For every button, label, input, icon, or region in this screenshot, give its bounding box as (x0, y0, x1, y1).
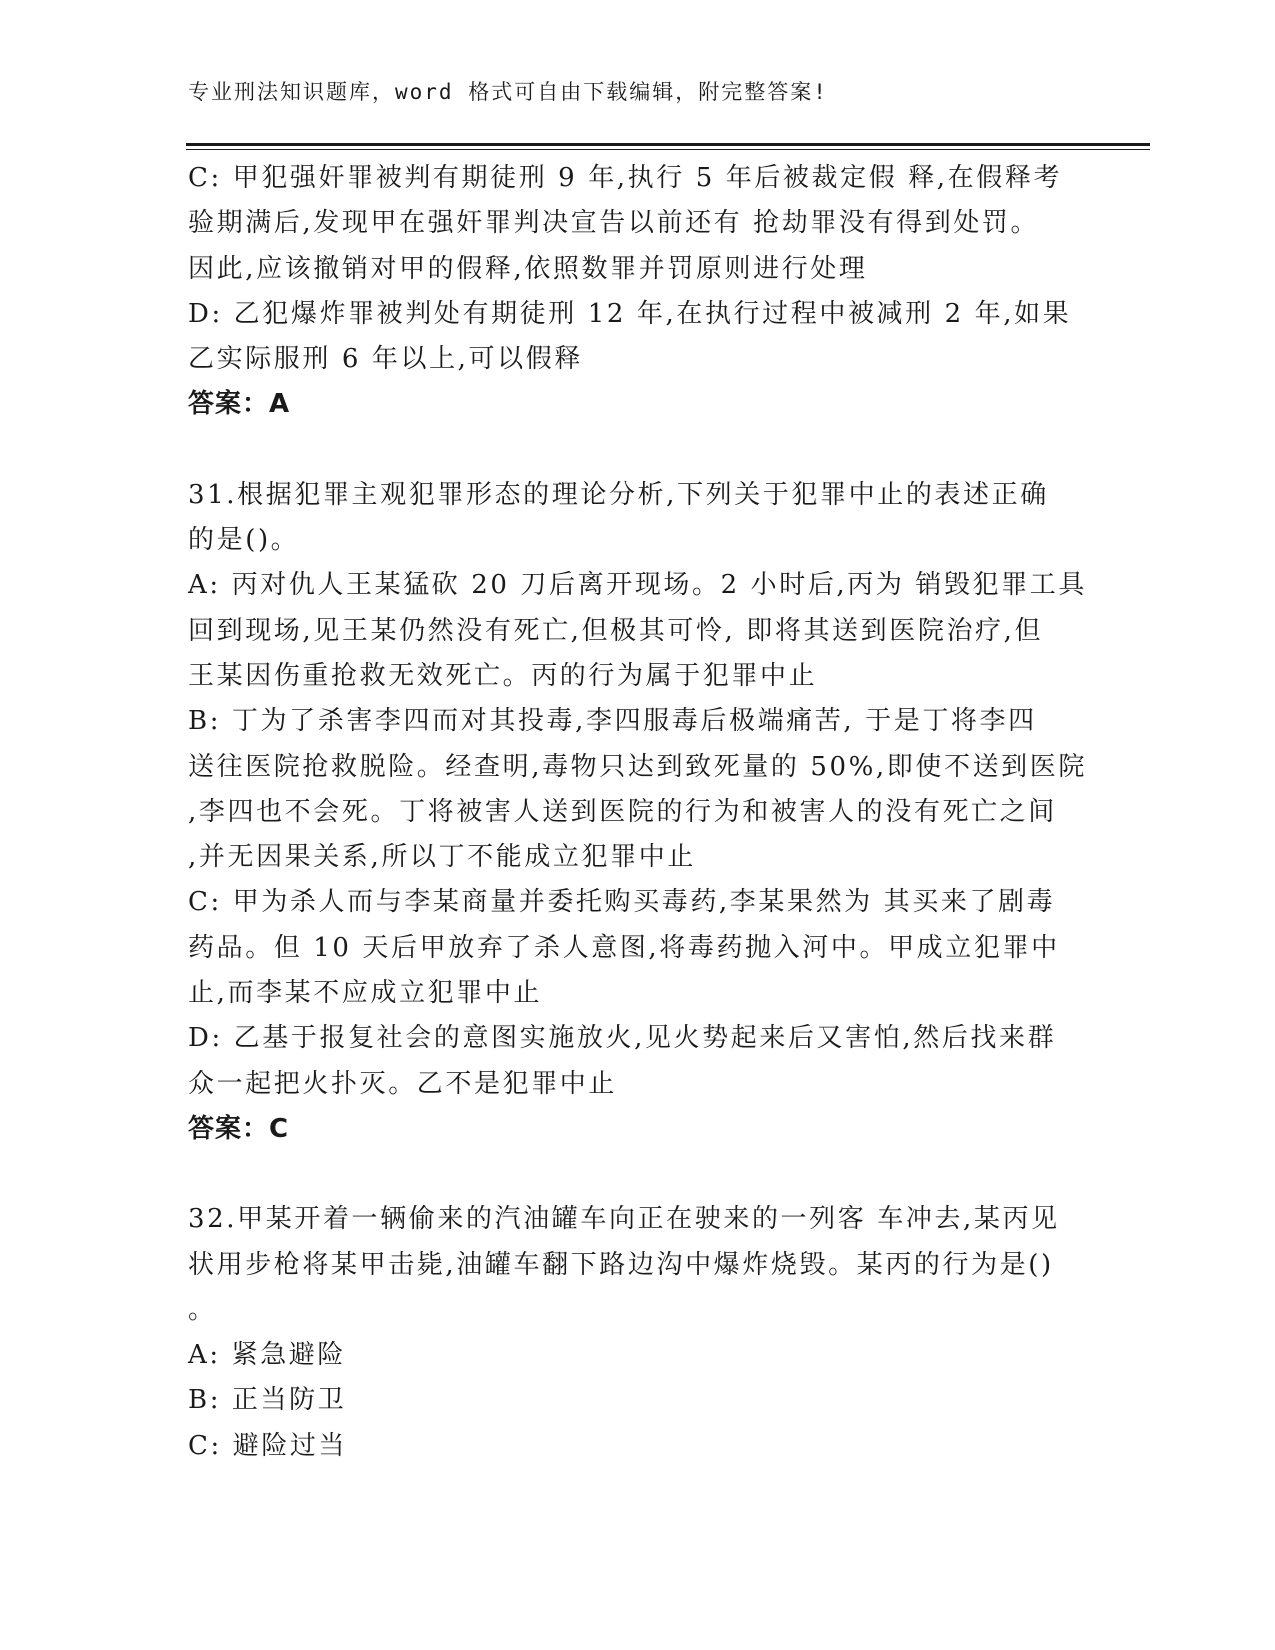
text-line: ,李四也不会死。丁将被害人送到医院的行为和被害人的没有死亡之间 (188, 796, 1057, 827)
question-line: 31.根据犯罪主观犯罪形态的理论分析,下列关于犯罪中止的表述正确 (188, 479, 1049, 510)
text-line: 止,而李某不应成立犯罪中止 (188, 978, 543, 1009)
text-line: 的是()。 (188, 525, 300, 556)
text-line: 众一起把火扑灭。乙不是犯罪中止 (188, 1068, 618, 1099)
text-line: 。 (188, 1294, 217, 1325)
text-line: 验期满后,发现甲在强奸罪判决宣告以前还有 抢劫罪没有得到处罚。 (188, 208, 1040, 239)
header-rule-thin (186, 149, 1150, 150)
blank-gap (188, 428, 1088, 473)
text-line: ,并无因果关系,所以丁不能成立犯罪中止 (188, 842, 696, 873)
option-line: C: 避险过当 (188, 1430, 348, 1461)
text-line: 乙实际服刑 6 年以上,可以假释 (188, 344, 583, 375)
option-line: A: 紧急避险 (188, 1340, 347, 1371)
blank-gap (188, 1152, 1088, 1197)
header-rule-thick (186, 143, 1150, 146)
answer-line: 答案：A (188, 389, 291, 420)
option-line: D: 乙基于报复社会的意图实施放火,见火势起来后又害怕,然后找来群 (188, 1023, 1057, 1054)
page-header: 专业刑法知识题库，word 格式可自由下载编辑，附完整答案! (188, 80, 828, 104)
document-body (188, 156, 1088, 1469)
text-line: 送往医院抢救脱险。经查明,毒物只达到致死量的 50%,即使不送到医院 (188, 751, 1087, 782)
option-line: B: 正当防卫 (188, 1385, 347, 1416)
option-line: A: 丙对仇人王某猛砍 20 刀后离开现场。2 小时后,丙为 销毁犯罪工具 (188, 570, 1087, 601)
question-line: 32.甲某开着一辆偷来的汽油罐车向正在驶来的一列客 车冲去,某丙见 (188, 1204, 1060, 1235)
text-line: 王某因伤重抢救无效死亡。丙的行为属于犯罪中止 (188, 660, 818, 691)
text-line: 回到现场,见王某仍然没有死亡,但极其可怜, 即将其送到医院治疗,但 (188, 615, 1044, 646)
answer-line: 答案：C (188, 1113, 290, 1144)
option-line: C: 甲为杀人而与李某商量并委托购买毒药,李某果然为 其买来了剧毒 (188, 887, 1056, 918)
text-line: C: 甲犯强奸罪被判有期徒刑 9 年,执行 5 年后被裁定假 释,在假释考 (188, 163, 1063, 193)
text-line: 药品。但 10 天后甲放弃了杀人意图,将毒药抛入河中。甲成立犯罪中 (188, 932, 1060, 963)
option-line: B: 丁为了杀害李四而对其投毒,李四服毒后极端痛苦, 于是丁将李四 (188, 706, 1037, 737)
text-line: D: 乙犯爆炸罪被判处有期徒刑 12 年,在执行过程中被减刑 2 年,如果 (188, 298, 1072, 329)
text-line: 因此,应该撤销对甲的假释,依照数罪并罚原则进行处理 (188, 253, 868, 284)
text-line: 状用步枪将某甲击毙,油罐车翻下路边沟中爆炸烧毁。某丙的行为是() (188, 1249, 1054, 1280)
